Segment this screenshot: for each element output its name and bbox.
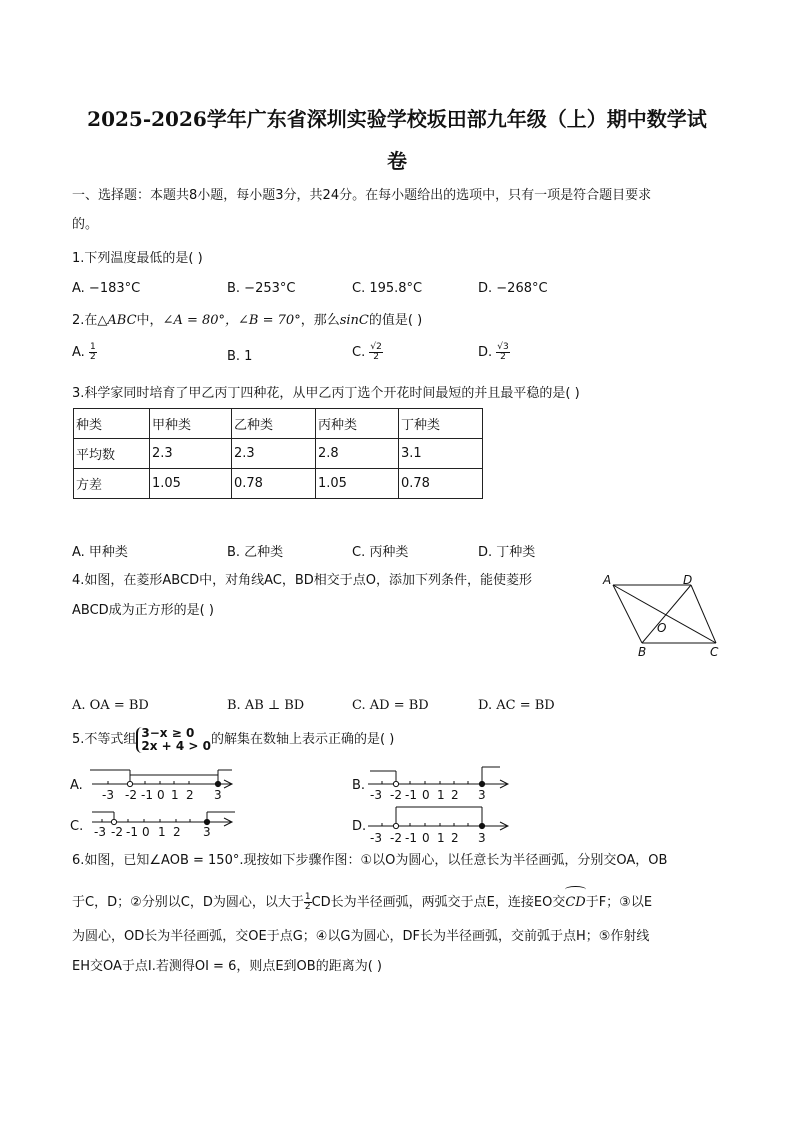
diagonal-bd: [642, 585, 691, 643]
svg-text:-2: -2: [390, 831, 402, 845]
number-line-b-ticks: [370, 788, 486, 802]
svg-text:-2: -2: [125, 788, 137, 802]
svg-text:-2: -2: [111, 825, 123, 839]
svg-text:2: 2: [451, 831, 459, 845]
svg-text:3: 3: [478, 788, 486, 802]
number-line-a: [90, 770, 232, 788]
table-cell: 乙种类: [232, 409, 316, 439]
q4-stem-line1: 4.如图，在菱形ABCD中，对角线AC，BD相交于点O，添加下列条件，能使菱形: [72, 573, 532, 588]
q4-stem-line2: ABCD成为正方形的是( ): [72, 603, 214, 618]
table-cell: 丙种类: [316, 409, 399, 439]
number-line-a-ticks: [102, 788, 222, 802]
q6-stem-line1: 6.如图，已知∠AOB = 150°.现按如下步骤作图：①以O为圆心，以任意长为半径画弧，分别交OA，OB: [72, 853, 668, 868]
svg-text:3: 3: [478, 831, 486, 845]
section-heading-line1: 一、选择题：本题共8小题，每小题3分，共24分。在每小题给出的选项中，只有一项是符合题目要求: [72, 188, 652, 203]
table-cell: 0.78: [232, 469, 316, 499]
q4-option-c: C. AD = BD: [352, 698, 429, 713]
q4-option-d: D. AC = BD: [478, 698, 555, 713]
svg-text:0: 0: [422, 831, 430, 845]
option-label-a: A.: [70, 778, 83, 793]
svg-text:1: 1: [437, 788, 445, 802]
number-line-c: [92, 812, 235, 826]
rhombus-figure: [596, 570, 726, 662]
q3-option-d: D. 丁种类: [478, 545, 536, 560]
table-cell: 2.8: [316, 439, 399, 469]
point-label-o: O: [657, 621, 667, 635]
arc-cd: CD: [565, 886, 585, 916]
table-cell: 甲种类: [150, 409, 232, 439]
table-cell: 丁种类: [399, 409, 483, 439]
q5-number-line-options: [70, 762, 510, 852]
table-cell: 平均数: [74, 439, 150, 469]
q4-option-b: B. AB ⊥ BD: [227, 698, 305, 713]
q1-option-b: B. −253°C: [227, 281, 296, 296]
svg-text:-1: -1: [405, 788, 417, 802]
q6-stem-line3: 为圆心，OD长为半径画弧，交OE于点G；④以G为圆心，DF长为半径画弧，交前弧于点H；⑤作射线: [72, 929, 650, 944]
vertex-label-d: D: [683, 573, 693, 587]
number-line-d: [368, 807, 508, 830]
q3-option-b: B. 乙种类: [227, 545, 284, 560]
table-row: [74, 469, 483, 499]
q3-stem: 3.科学家同时培育了甲乙丙丁四种花，从甲乙丙丁选个开花时间最短的并且最平稳的是( ): [72, 386, 580, 401]
q2-option-a: A. $\frac{1}{2}$: [72, 342, 96, 362]
table-cell: 1.05: [316, 469, 399, 499]
table-cell: 0.78: [399, 469, 483, 499]
q4-option-a: A. OA = BD: [72, 698, 149, 713]
section-heading-line2: 的。: [72, 217, 99, 232]
q6-stem-line4: EH交OA于点I.若测得OI = 6，则点E到OB的距离为( ): [72, 959, 382, 974]
svg-text:-1: -1: [126, 825, 138, 839]
q1-option-a: A. −183°C: [72, 281, 141, 296]
svg-text:2: 2: [173, 825, 181, 839]
svg-text:1: 1: [437, 831, 445, 845]
svg-text:2: 2: [186, 788, 194, 802]
q2-option-c: C. $\frac{√2}{2}$: [352, 342, 382, 362]
page-title-line2: 卷: [387, 149, 407, 173]
option-label-b: B.: [352, 778, 366, 793]
svg-text:-1: -1: [141, 788, 153, 802]
vertex-label-c: C: [710, 645, 719, 659]
page-title-line1: 2025-2026学年广东省深圳实验学校坂田部九年级（上）期中数学试: [87, 107, 707, 131]
q1-stem: 1.下列温度最低的是( ): [72, 251, 203, 266]
svg-text:-3: -3: [370, 831, 382, 845]
table-cell: 2.3: [150, 439, 232, 469]
q5-stem: 5.不等式组 3−x ≥ 0 2x + 4 > 0 的解集在数轴上表示正确的是( ): [72, 725, 395, 753]
svg-text:-3: -3: [102, 788, 114, 802]
table-cell: 3.1: [399, 439, 483, 469]
q2-option-d: D. $\frac{√3}{2}$: [478, 342, 509, 362]
svg-text:0: 0: [142, 825, 150, 839]
svg-text:1: 1: [171, 788, 179, 802]
table-cell: 方差: [74, 469, 150, 499]
q3-data-table: [73, 408, 483, 499]
svg-text:3: 3: [203, 825, 211, 839]
vertex-label-a: A: [603, 573, 612, 587]
number-line-b: [368, 767, 508, 788]
option-label-c: C.: [70, 819, 84, 834]
q2-option-b: B. 1: [227, 349, 253, 364]
vertex-label-b: B: [638, 645, 647, 659]
svg-text:-2: -2: [390, 788, 402, 802]
number-line-d-ticks: [370, 831, 486, 845]
q1-option-c: C. 195.8°C: [352, 281, 423, 296]
table-row: [74, 439, 483, 469]
table-cell: 2.3: [232, 439, 316, 469]
q3-option-c: C. 丙种类: [352, 545, 409, 560]
svg-text:0: 0: [157, 788, 165, 802]
svg-text:2: 2: [451, 788, 459, 802]
svg-text:-3: -3: [370, 788, 382, 802]
q6-stem-line2: 于C，D；②分别以C，D为圆心，以大于 $\frac{1}{2}$ CD长为半径画弧，两弧交于点E，连接EO交 CD于F；③以E: [72, 886, 652, 916]
svg-text:-1: -1: [405, 831, 417, 845]
svg-text:3: 3: [214, 788, 222, 802]
q1-option-d: D. −268°C: [478, 281, 548, 296]
svg-text:-3: -3: [94, 825, 106, 839]
svg-text:1: 1: [158, 825, 166, 839]
table-header-row: [74, 409, 483, 439]
number-line-c-ticks: [94, 825, 211, 839]
side-dc: [691, 585, 716, 643]
option-label-d: D.: [352, 819, 367, 834]
q3-option-a: A. 甲种类: [72, 545, 128, 560]
q2-stem: 2.在△ABC中，∠A = 80°，∠B = 70°，那么sinC的值是( ): [72, 313, 423, 328]
table-cell: 种类: [74, 409, 150, 439]
svg-text:0: 0: [422, 788, 430, 802]
inequality-system: 3−x ≥ 0 2x + 4 > 0: [136, 727, 211, 753]
table-cell: 1.05: [150, 469, 232, 499]
